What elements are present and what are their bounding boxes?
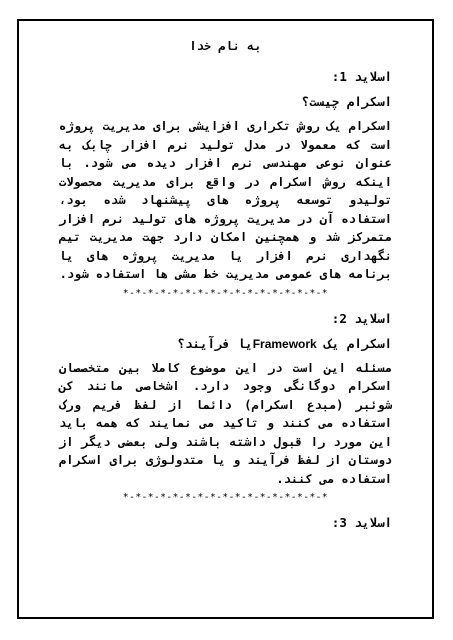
slide-1-body: اسکرام یک روش تکراری افزایشی برای مدیریت پروژه است که معمولا در مدل تولید نرم افزار چابک به عنوان نوعی مهندسی نرم افزار دیده می شود. با اینکه روش اسکرام در واقع برای مدیریت محصولات تولیدو توسعه پروژه های پیشنهاد شده بود، استفاده آن در مدیریت پروژه های تولید نرم افزار متمرکز شد و همچنین امکان دارد جهت مدیریت تیم نگهداری نرم افزار یا مدیریت پروژه های یا برنامه های عمومی مدیریت خط مشی ها استفاده شود. xyxy=(59,119,392,281)
slide-3-title: اسلاید 3: xyxy=(331,515,392,530)
slide-2-body: مسئله این است در این موضوع کاملا بین متخصصان اسکرام دوگانگی وجود دارد. اشخاصی مانند کن شوئبر (مبدع اسکرام) دائما از لفظ فریم ورک استفاده می کنند و تاکید می نمایند که همه باید این مورد را قبول داشته باشند ولی بعضی دیگر از دوستان از لفظ فرآیند و یا متدولوژی برای اسکرام استفاده می کنند. xyxy=(59,360,392,486)
slide-1-question: اسکرام چیست؟ xyxy=(301,94,392,109)
slide-2-question xyxy=(59,336,392,351)
slide-2-question-latin: Framework xyxy=(252,336,317,351)
slide-2-title: اسلاید 2: xyxy=(331,310,392,326)
section-separator: *-*-*-*-*-*-*-*-*-*-*-*-*-*-*-*-* xyxy=(122,287,329,299)
section-separator-2: *-*-*-*-*-*-*-*-*-*-*-*-*-*-*-*-* xyxy=(122,492,329,503)
slide-2-question-suffix: یا فرآیند؟ xyxy=(177,335,253,351)
document-heading: به نام خدا xyxy=(189,39,262,53)
slide-2-question-prefix: اسکرام یک xyxy=(316,335,392,351)
document-content xyxy=(59,39,392,540)
slide-1-title: اسلاید 1: xyxy=(331,69,392,84)
document-page xyxy=(17,19,434,619)
